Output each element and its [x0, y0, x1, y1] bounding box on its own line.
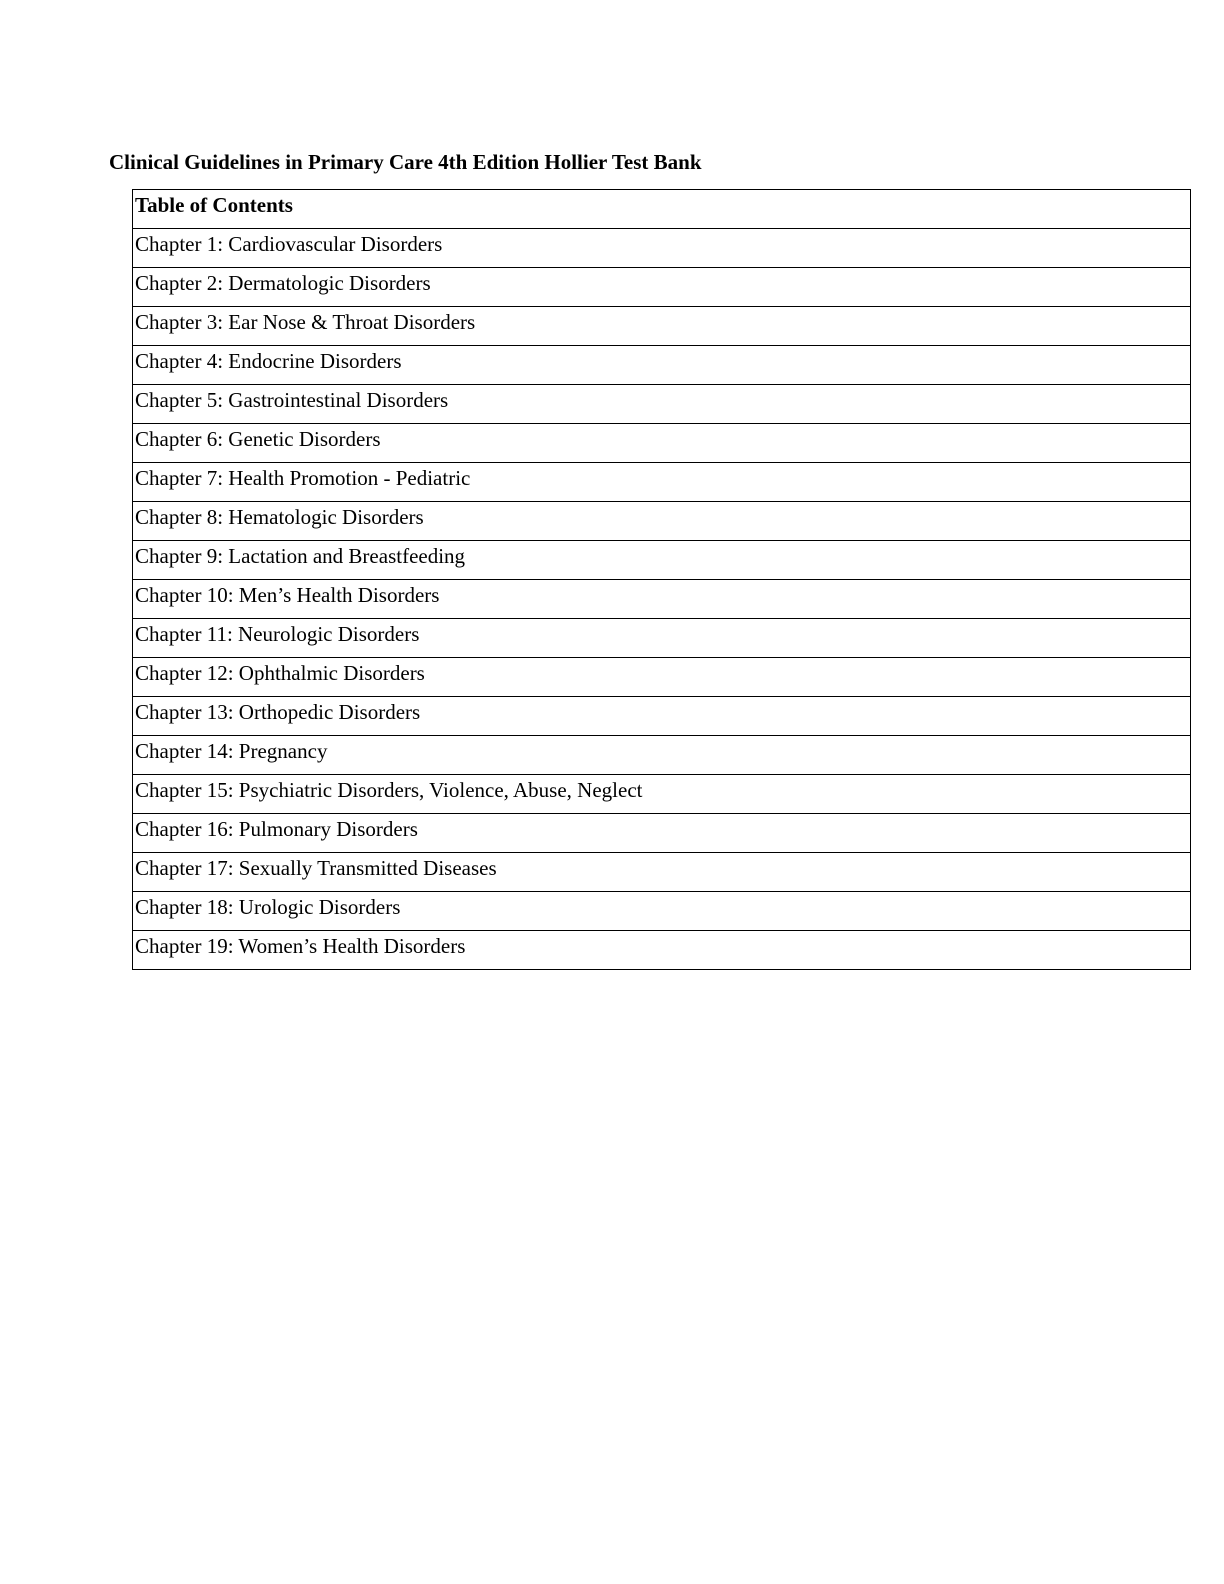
toc-chapter-entry: Chapter 2: Dermatologic Disorders: [133, 268, 1191, 307]
toc-row: [133, 307, 1191, 346]
toc-row: [133, 580, 1191, 619]
toc-chapter-entry: Chapter 1: Cardiovascular Disorders: [133, 229, 1191, 268]
toc-chapter-entry: Chapter 9: Lactation and Breastfeeding: [133, 541, 1191, 580]
toc-row: [133, 697, 1191, 736]
toc-row: [133, 736, 1191, 775]
toc-row: [133, 385, 1191, 424]
toc-chapter-entry: Chapter 7: Health Promotion - Pediatric: [133, 463, 1191, 502]
document-title: Clinical Guidelines in Primary Care 4th Edition Hollier Test Bank: [109, 150, 702, 174]
toc-chapter-entry: Chapter 14: Pregnancy: [133, 736, 1191, 775]
toc-row: [133, 229, 1191, 268]
toc-row: [133, 268, 1191, 307]
toc-row: [133, 541, 1191, 580]
toc-chapter-entry: Chapter 3: Ear Nose & Throat Disorders: [133, 307, 1191, 346]
toc-row: [133, 853, 1191, 892]
toc-row: [133, 619, 1191, 658]
toc-chapter-entry: Chapter 8: Hematologic Disorders: [133, 502, 1191, 541]
toc-row: [133, 502, 1191, 541]
toc-header-row: [133, 190, 1191, 229]
toc-heading: Table of Contents: [133, 190, 1191, 229]
toc-chapter-entry: Chapter 19: Women’s Health Disorders: [133, 931, 1191, 970]
toc-row: [133, 424, 1191, 463]
toc-chapter-entry: Chapter 18: Urologic Disorders: [133, 892, 1191, 931]
toc-row: [133, 346, 1191, 385]
toc-chapter-entry: Chapter 5: Gastrointestinal Disorders: [133, 385, 1191, 424]
toc-chapter-entry: Chapter 13: Orthopedic Disorders: [133, 697, 1191, 736]
toc-chapter-entry: Chapter 17: Sexually Transmitted Diseases: [133, 853, 1191, 892]
toc-row: [133, 931, 1191, 970]
toc-row: [133, 658, 1191, 697]
toc-chapter-entry: Chapter 11: Neurologic Disorders: [133, 619, 1191, 658]
toc-row: [133, 892, 1191, 931]
toc-chapter-entry: Chapter 4: Endocrine Disorders: [133, 346, 1191, 385]
toc-chapter-entry: Chapter 6: Genetic Disorders: [133, 424, 1191, 463]
toc-chapter-entry: Chapter 15: Psychiatric Disorders, Violence, Abuse, Neglect: [133, 775, 1191, 814]
toc-row: [133, 775, 1191, 814]
toc-row: [133, 814, 1191, 853]
toc-chapter-entry: Chapter 10: Men’s Health Disorders: [133, 580, 1191, 619]
toc-chapter-entry: Chapter 12: Ophthalmic Disorders: [133, 658, 1191, 697]
table-of-contents: [132, 189, 1191, 970]
toc-chapter-entry: Chapter 16: Pulmonary Disorders: [133, 814, 1191, 853]
toc-row: [133, 463, 1191, 502]
